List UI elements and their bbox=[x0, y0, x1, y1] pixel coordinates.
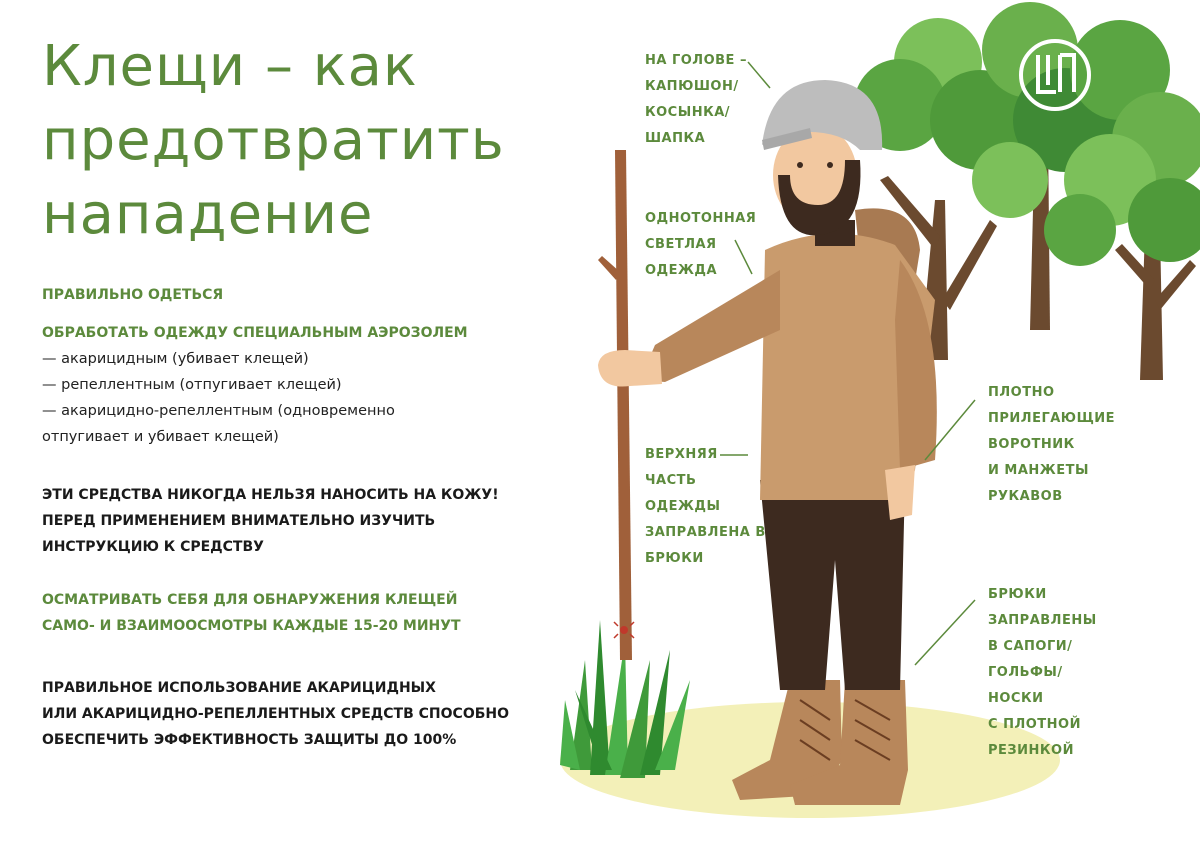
section-warning bbox=[42, 482, 582, 560]
efficiency-line: ИЛИ АКАРИЦИДНО-РЕПЕЛЛЕНТНЫХ СРЕДСТВ СПОСОБНО bbox=[42, 706, 510, 722]
annotation-clothing bbox=[645, 206, 756, 284]
annotation-pants bbox=[988, 582, 1097, 764]
annotation-line: В САПОГИ/ bbox=[988, 639, 1073, 654]
inspect-line: ОСМАТРИВАТЬ СЕБЯ ДЛЯ ОБНАРУЖЕНИЯ КЛЕЩЕЙ bbox=[42, 592, 458, 608]
annotation-line: КОСЫНКА/ bbox=[645, 105, 731, 120]
efficiency-line: ПРАВИЛЬНОЕ ИСПОЛЬЗОВАНИЕ АКАРИЦИДНЫХ bbox=[42, 680, 436, 696]
list-item: отпугивает и убивает клещей) bbox=[42, 429, 279, 445]
annotation-line: ОДЕЖДА bbox=[645, 263, 718, 278]
page-title bbox=[42, 30, 602, 252]
annotation-line: ВЕРХНЯЯ bbox=[645, 447, 718, 462]
annotation-line: КАПЮШОН/ bbox=[645, 79, 739, 94]
annotation-line: ЗАПРАВЛЕНА В bbox=[645, 525, 766, 540]
annotation-line: РЕЗИНКОЙ bbox=[988, 743, 1074, 758]
annotation-line: ПЛОТНО bbox=[988, 385, 1055, 400]
title-line: нападение bbox=[42, 182, 374, 247]
warning-line: ИНСТРУКЦИЮ К СРЕДСТВУ bbox=[42, 539, 264, 555]
annotation-line: БРЮКИ bbox=[988, 587, 1047, 602]
pants bbox=[760, 480, 905, 690]
section-efficiency bbox=[42, 675, 582, 753]
annotation-line: ГОЛЬФЫ/ bbox=[988, 665, 1063, 680]
list-item: — акарицидно-репеллентным (одновременно bbox=[42, 403, 395, 419]
annotation-line: ВОРОТНИК bbox=[988, 437, 1075, 452]
walking-stick bbox=[615, 150, 632, 660]
section-aerosol bbox=[42, 320, 582, 450]
annotation-line: СВЕТЛАЯ bbox=[645, 237, 717, 252]
annotation-line: НА ГОЛОВЕ – bbox=[645, 53, 747, 68]
annotation-line: ШАПКА bbox=[645, 131, 706, 146]
annotation-line: ОДЕЖДЫ bbox=[645, 499, 721, 514]
section-heading: ОБРАБОТАТЬ ОДЕЖДУ СПЕЦИАЛЬНЫМ АЭРОЗОЛЕМ bbox=[42, 325, 468, 341]
annotation-line: ПРИЛЕГАЮЩИЕ bbox=[988, 411, 1116, 426]
title-line: предотвратить bbox=[42, 108, 505, 173]
inspect-line: САМО- И ВЗАИМООСМОТРЫ КАЖДЫЕ 15-20 МИНУТ bbox=[42, 618, 461, 634]
section-heading: ПРАВИЛЬНО ОДЕТЬСЯ bbox=[42, 287, 224, 303]
warning-line: ПЕРЕД ПРИМЕНЕНИЕМ ВНИМАТЕЛЬНО ИЗУЧИТЬ bbox=[42, 513, 436, 529]
list-item: — репеллентным (отпугивает клещей) bbox=[42, 377, 342, 393]
annotation-line: ЗАПРАВЛЕНЫ bbox=[988, 613, 1097, 628]
efficiency-line: ОБЕСПЕЧИТЬ ЭФФЕКТИВНОСТЬ ЗАЩИТЫ ДО 100% bbox=[42, 732, 457, 748]
annotation-line: НОСКИ bbox=[988, 691, 1044, 706]
annotation-top bbox=[645, 442, 766, 572]
title-line: Клещи – как bbox=[42, 34, 418, 99]
annotation-line: С ПЛОТНОЙ bbox=[988, 717, 1081, 732]
section-inspect bbox=[42, 587, 582, 639]
annotation-line: БРЮКИ bbox=[645, 551, 704, 566]
annotation-head bbox=[645, 48, 747, 152]
list-item: — акарицидным (убивает клещей) bbox=[42, 351, 309, 367]
annotation-line: РУКАВОВ bbox=[988, 489, 1063, 504]
annotation-line: ЧАСТЬ bbox=[645, 473, 697, 488]
section-dress bbox=[42, 282, 582, 308]
warning-line: ЭТИ СРЕДСТВА НИКОГДА НЕЛЬЗЯ НАНОСИТЬ НА КОЖУ! bbox=[42, 487, 499, 503]
annotation-line: И МАНЖЕТЫ bbox=[988, 463, 1089, 478]
annotation-collar bbox=[988, 380, 1115, 510]
annotation-line: ОДНОТОННАЯ bbox=[645, 211, 757, 226]
